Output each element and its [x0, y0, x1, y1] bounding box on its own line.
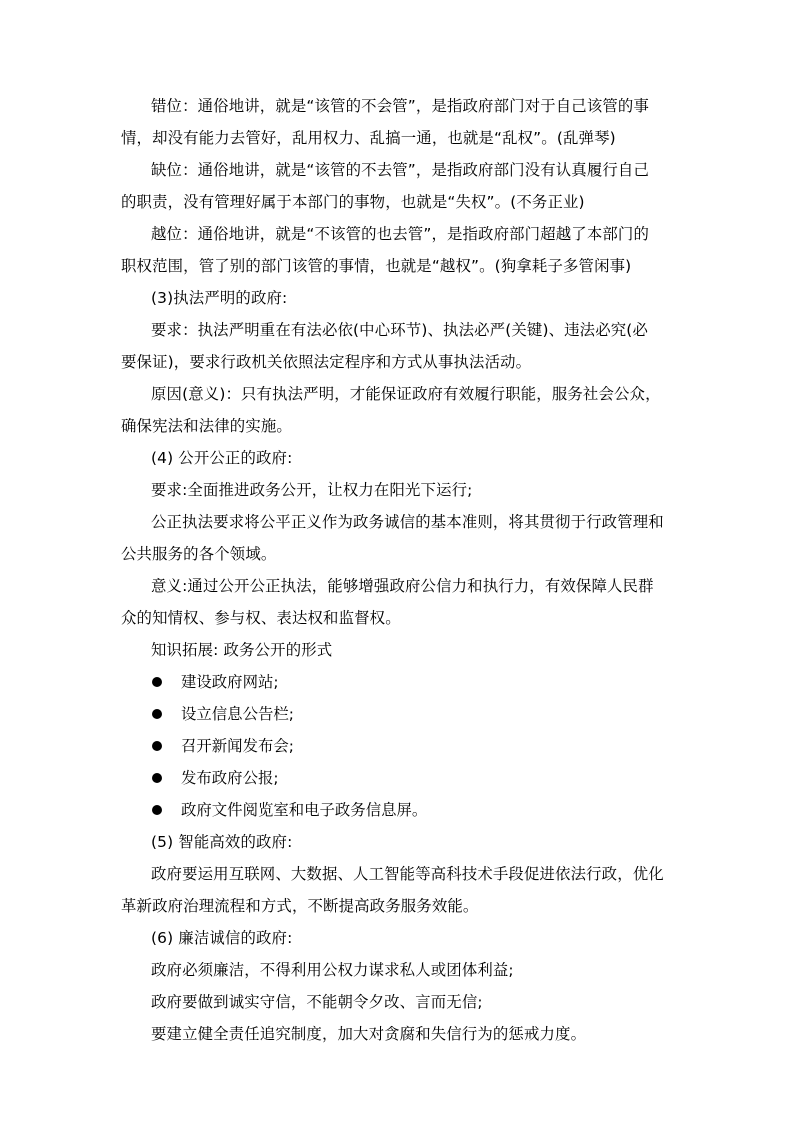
- bullet-icon: [152, 741, 162, 751]
- paragraph-reason-line1: 原因(意义)：只有执法严明，才能保证政府有效履行职能，服务社会公众，: [151, 385, 661, 403]
- paragraph-clean: 政府必须廉洁，不得利用公权力谋求私人或团体利益;: [151, 961, 514, 979]
- paragraph-requirement-line2: 要保证)，要求行政机关依照法定程序和方式从事执法活动。: [121, 353, 532, 371]
- paragraph-accountability: 要建立健全责任追究制度，加大对贪腐和失信行为的惩戒力度。: [151, 1025, 587, 1043]
- list-item-text: 发布政府公报;: [181, 769, 279, 787]
- paragraph-smart-line1: 政府要运用互联网、大数据、人工智能等高科技术手段促进依法行政，优化: [151, 865, 664, 883]
- paragraph-misplacement-line1: 错位：通俗地讲，就是“该管的不会管”，是指政府部门对于自己该管的事: [151, 97, 650, 115]
- list-item-text: 召开新闻发布会;: [181, 737, 294, 755]
- heading-strict-law-enforcement: (3)执法严明的政府:: [151, 289, 288, 307]
- page-content: [121, 90, 677, 1050]
- heading-smart-efficient-government: (5) 智能高效的政府:: [151, 833, 293, 851]
- list-item: [121, 762, 677, 794]
- paragraph-open-requirement: 要求:全面推进政务公开，让权力在阳光下运行;: [151, 481, 473, 499]
- list-item-text: 设立信息公告栏;: [181, 705, 294, 723]
- paragraph-overreach-line1: 越位：通俗地讲，就是“不该管的也去管”，是指政府部门超越了本部门的: [151, 225, 650, 243]
- list-item-text: 政府文件阅览室和电子政务信息屏。: [181, 801, 428, 819]
- bullet-icon: [152, 805, 162, 815]
- paragraph-fair-enforcement-line1: 公正执法要求将公平正义作为政务诚信的基本准则，将其贯彻于行政管理和: [151, 513, 664, 531]
- paragraph-requirement-line1: 要求：执法严明重在有法必依(中心环节)、执法必严(关键)、违法必究(必: [151, 321, 648, 339]
- list-item: [121, 794, 677, 826]
- heading-open-fair-government: (4) 公开公正的政府:: [151, 449, 293, 467]
- paragraph-knowledge-extension: 知识拓展: 政务公开的形式: [151, 641, 333, 659]
- paragraph-absence-line1: 缺位：通俗地讲，就是“该管的不去管”，是指政府部门没有认真履行自己: [151, 161, 650, 179]
- paragraph-fair-enforcement-line2: 公共服务的各个领域。: [121, 545, 277, 563]
- bullet-icon: [152, 709, 162, 719]
- paragraph-reason-line2: 确保宪法和法律的实施。: [121, 417, 292, 435]
- list-item: [121, 666, 677, 698]
- bullet-icon: [152, 677, 162, 687]
- bullet-icon: [152, 773, 162, 783]
- paragraph-misplacement-line2: 情，却没有能力去管好，乱用权力、乱搞一通，也就是“乱权”。(乱弹琴): [121, 129, 616, 147]
- paragraph-overreach-line2: 职权范围，管了别的部门该管的事情，也就是“越权”。(狗拿耗子多管闲事): [121, 257, 632, 275]
- list-item: [121, 730, 677, 762]
- list-item: [121, 698, 677, 730]
- paragraph-smart-line2: 革新政府治理流程和方式，不断提高政务服务效能。: [121, 897, 479, 915]
- heading-clean-honest-government: (6) 廉洁诚信的政府:: [151, 929, 293, 947]
- paragraph-significance-line2: 众的知情权、参与权、表达权和监督权。: [121, 609, 401, 627]
- list-item-text: 建设政府网站;: [181, 673, 279, 691]
- paragraph-significance-line1: 意义:通过公开公正执法，能够增强政府公信力和执行力，有效保障人民群: [151, 577, 654, 595]
- paragraph-absence-line2: 的职责，没有管理好属于本部门的事物，也就是“失权”。(不务正业): [121, 193, 585, 211]
- paragraph-honest: 政府要做到诚实守信，不能朝令夕改、言而无信;: [151, 993, 483, 1011]
